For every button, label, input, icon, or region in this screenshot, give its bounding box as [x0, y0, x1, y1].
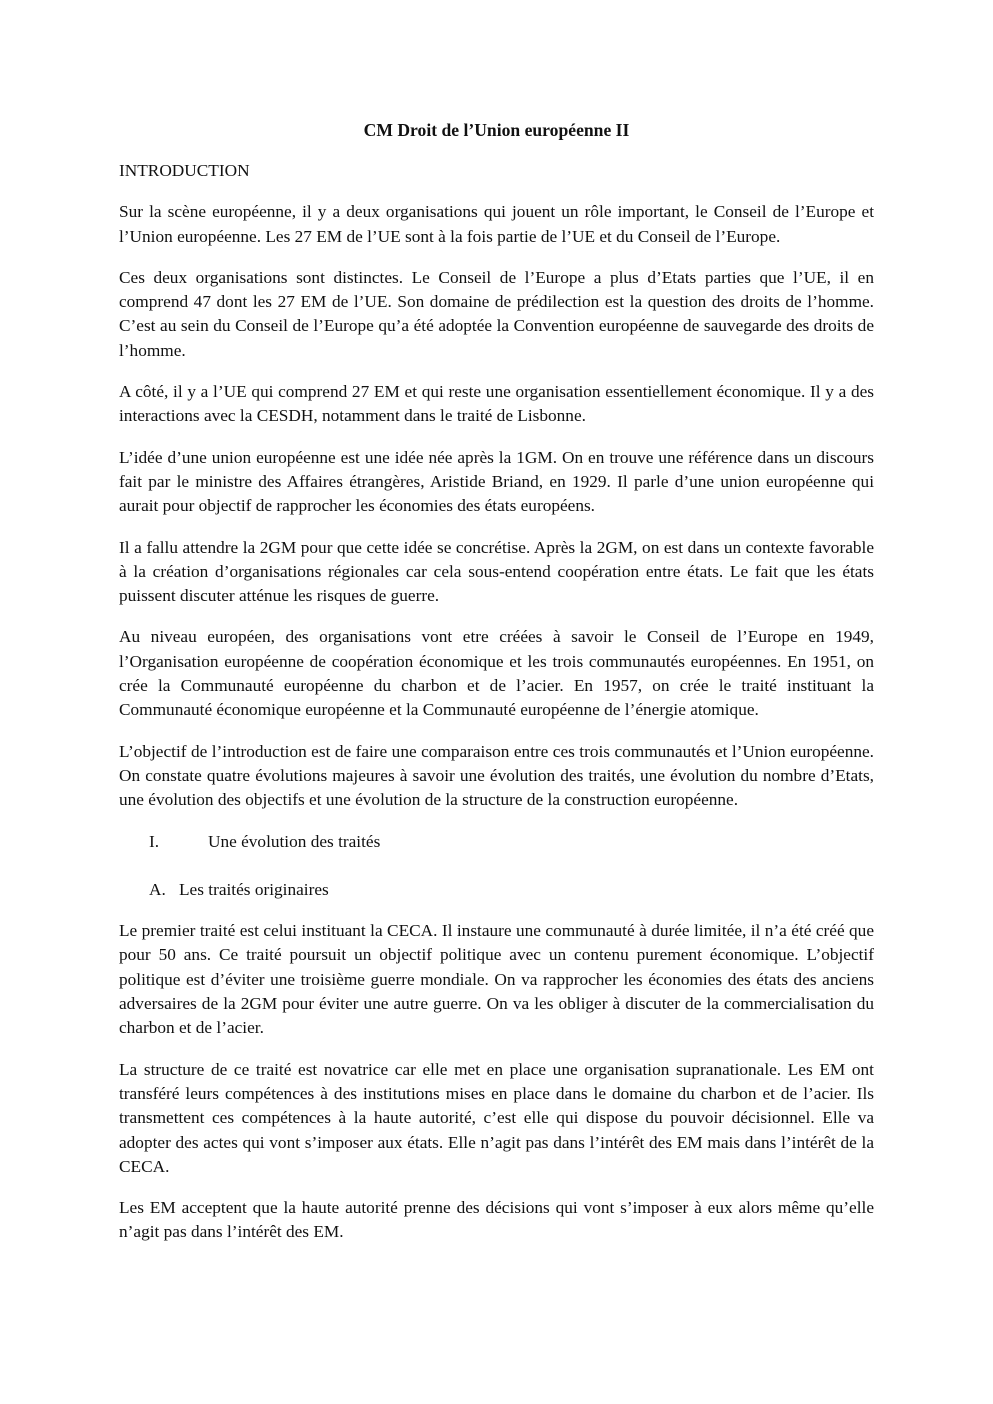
section-title: Une évolution des traités: [208, 831, 381, 851]
paragraph: Le premier traité est celui instituant la CECA. Il instaure une communauté à durée limitée, il n’a été créé que pour 50 ans. Ce traité poursuit un objectif politique avec un contenu purement économique. L’objectif politique est d’éviter une troisième guerre mondiale. On va rapprocher les économies des états des anciens adversaires de la 2GM pour éviter une autre guerre. On va les obliger à discuter de la commercialisation du charbon et de l’acier.: [119, 921, 874, 1038]
paragraph: L’idée d’une union européenne est une idée née après la 1GM. On en trouve une référence dans un discours fait par le ministre des Affaires étrangères, Aristide Briand, en 1929. Il parle d’une union européenne qui aurait pour objectif de rapprocher les économies des états européens.: [119, 447, 874, 516]
paragraph: A côté, il y a l’UE qui comprend 27 EM et qui reste une organisation essentiellement économique. Il y a des interactions avec la CESDH, notamment dans le traité de Lisbonne.: [119, 382, 874, 426]
section-heading-1: [119, 830, 874, 854]
subsection-title: Les traités originaires: [179, 879, 329, 899]
paragraph: L’objectif de l’introduction est de faire une comparaison entre ces trois communautés et l’Union européenne. On constate quatre évolutions majeures à savoir une évolution des traités, une évolution du nombre d’Etats, une évolution des objectifs et une évolution de la structure de la construction européenne.: [119, 741, 874, 810]
introduction-heading: INTRODUCTION: [119, 161, 250, 180]
paragraph: La structure de ce traité est novatrice car elle met en place une organisation supranationale. Les EM ont transféré leurs compétences à des institutions mises en place dans le domaine du charbon et de l’acier. Ils transmettent ces compétences à la haute autorité, c’est elle qui dispose du pouvoir décisionnel. Elle va adopter des actes qui vont s’imposer aux états. Elle n’agit pas dans l’intérêt des EM mais dans l’intérêt de la CECA.: [119, 1059, 874, 1176]
subsection-heading-a: [119, 878, 874, 902]
paragraph: Ces deux organisations sont distinctes. Le Conseil de l’Europe a plus d’Etats parties que l’UE, il en comprend 47 dont les 27 EM de l’UE. Son domaine de prédilection est la question des droits de l’homme. C’est au sein du Conseil de l’Europe qu’a été adoptée la Convention européenne de sauvegarde des droits de l’homme.: [119, 267, 874, 360]
paragraph: Il a fallu attendre la 2GM pour que cette idée se concrétise. Après la 2GM, on est dans un contexte favorable à la création d’organisations régionales car cela sous-entend coopération entre états. Le fait que les états puissent discuter atténue les risques de guerre.: [119, 537, 874, 606]
subsection-number: A.: [149, 879, 166, 899]
paragraph: Au niveau européen, des organisations vont etre créées à savoir le Conseil de l’Europe en 1949, l’Organisation européenne de coopération économique et les trois communautés européennes. En 1951, on crée la Communauté européenne du charbon et de l’acier. En 1957, on crée le traité instituant la Communauté économique européenne et la Communauté européenne de l’énergie atomique.: [119, 627, 874, 720]
paragraph: Sur la scène européenne, il y a deux organisations qui jouent un rôle important, le Conseil de l’Europe et l’Union européenne. Les 27 EM de l’UE sont à la fois partie de l’UE et du Conseil de l’Europe.: [119, 202, 874, 246]
section-number: I.: [149, 831, 160, 851]
paragraph: Les EM acceptent que la haute autorité prenne des décisions qui vont s’imposer à eux alors même qu’elle n’agit pas dans l’intérêt des EM.: [119, 1198, 874, 1242]
document-title: CM Droit de l’Union européenne II: [363, 120, 630, 140]
